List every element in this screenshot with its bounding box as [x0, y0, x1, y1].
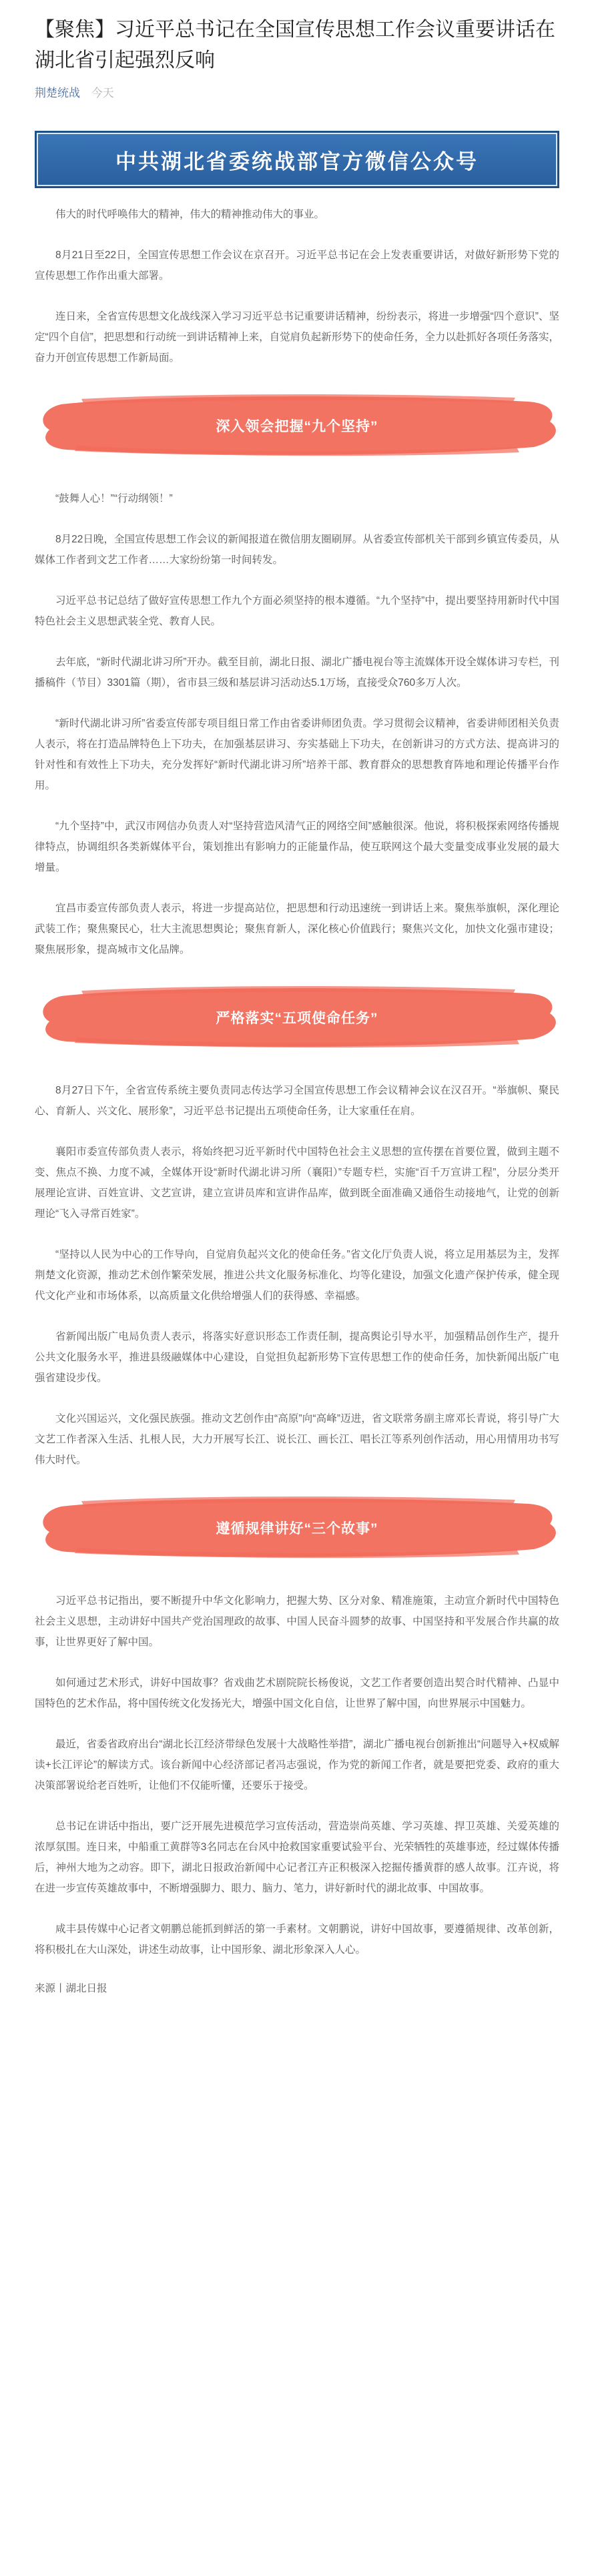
paragraph: 襄阳市委宣传部负责人表示，将始终把习近平新时代中国特色社会主义思想的宣传摆在首要位置，做到主题不变、焦点不换、力度不减，全媒体开设“新时代湖北讲习所（襄阳）”专题专栏，实施“百千万宣讲工程”，分层分类开展理论宣讲、百姓宣讲、文艺宣讲，建立宣讲员库和宣讲作品库，做到既全面准确又通俗生动接地气，让党的创新理论“飞入寻常百姓家”。 — [35, 1146, 559, 1220]
section-heading — [35, 1494, 559, 1561]
paragraph: 文化兴国运兴，文化强民族强。推动文艺创作由“高原”向“高峰”迈进，省文联常务副主席邓长青说，将引导广大文艺工作者深入生活、扎根人民，大力开展写长江、说长江、画长江、唱长江等系列创作活动，用心用情用功书写伟大时代。 — [35, 1413, 559, 1466]
paragraph: “新时代湖北讲习所”省委宣传部专项目组日常工作由省委讲师团负责。学习贯彻会议精神，省委讲师团相关负责人表示，将在打造品牌特色上下功夫，在加强基层讲习、夯实基础上下功夫，在创新讲习的方式方法、提高讲习的针对性和有效性上下功夫，充分发挥好“新时代湖北讲习所”培养干部、教育群众的思想教育阵地和理论传播平台作用。 — [35, 718, 559, 791]
paragraph: 咸丰县传媒中心记者文朝鹏总能抓到鲜活的第一手素材。文朝鹏说，讲好中国故事，要遵循规律、改革创新，将积极扎在大山深处，讲述生动故事，让中国形象、湖北形象深入人心。 — [35, 1923, 559, 1956]
banner-text: 中共湖北省委统战部官方微信公众号 — [115, 149, 479, 173]
account-name-link[interactable]: 荆楚统战 — [35, 87, 80, 99]
paragraph: “坚持以人民为中心的工作导向，自觉肩负起兴文化的使命任务。”省文化厅负责人说，将立足用基层为主，发挥荆楚文化资源，推动艺术创作繁荣发展，推进公共文化服务标准化、均等化建设，加强文化遗产保护传承，健全现代文化产业和市场体系，以高质量文化供给增强人们的获得感、幸福感。 — [35, 1249, 559, 1302]
paragraph: “九个坚持”中，武汉市网信办负责人对“坚持营造风清气正的网络空间”感触很深。他说，将积极探索网络传播规律特点，协调组织各类新媒体平台，策划推出有影响力的正能量作品，使互联网这个最大变量变成事业发展的最大增量。 — [35, 821, 559, 873]
official-account-banner — [35, 131, 559, 188]
section-heading-text: 深入领会把握“九个坚持” — [216, 419, 378, 434]
article-body — [35, 204, 559, 1960]
paragraph: 习近平总书记总结了做好宣传思想工作九个方面必须坚持的根本遵循。“九个坚持”中，提出要坚持用新时代中国特色社会主义思想武装全党、教育人民。 — [35, 595, 559, 627]
article-meta — [35, 85, 559, 101]
paragraph: 习近平总书记指出，要不断提升中华文化影响力，把握大势、区分对象、精准施策，主动宣介新时代中国特色社会主义思想，主动讲好中国共产党治国理政的故事、中国人民奋斗圆梦的故事、中国坚持和平发展合作共赢的故事，让世界更好了解中国。 — [35, 1595, 559, 1648]
paragraph: 8月21日至22日，全国宣传思想工作会议在京召开。习近平总书记在会上发表重要讲话，对做好新形势下党的宣传思想工作作出重大部署。 — [35, 250, 559, 282]
paragraph: 如何通过艺术形式，讲好中国故事？省戏曲艺术剧院院长杨俊说，文艺工作者要创造出契合时代精神、凸显中国特色的艺术作品，将中国传统文化发扬光大，增强中国文化自信，让世界了解中国，向世界展示中国魅力。 — [35, 1677, 559, 1709]
section-heading — [35, 984, 559, 1051]
paragraph: 8月27日下午，全省宣传系统主要负责同志传达学习全国宣传思想工作会议精神会议在汉召开。“举旗帜、聚民心、育新人、兴文化、展形象”，习近平总书记提出五项使命任务，让大家重任在肩。 — [35, 1085, 559, 1117]
section-heading-text: 遵循规律讲好“三个故事” — [216, 1521, 378, 1537]
paragraph: 省新闻出版广电局负责人表示，将落实好意识形态工作责任制，提高舆论引导水平，加强精品创作生产，提升公共文化服务水平，推进县级融媒体中心建设，自觉担负起新形势下宣传思想工作的使命任务，加快新闻出版广电强省建设步伐。 — [35, 1331, 559, 1384]
paragraph: 连日来，全省宣传思想文化战线深入学习习近平总书记重要讲话精神，纷纷表示，将进一步增强“四个意识”、坚定“四个自信”，把思想和行动统一到讲话精神上来，自觉肩负起新形势下的使命任务，全力以赴抓好各项任务落实，奋力开创宣传思想工作新局面。 — [35, 311, 559, 364]
paragraph: 伟大的时代呼唤伟大的精神，伟大的精神推动伟大的事业。 — [55, 209, 325, 220]
article-title: 【聚焦】习近平总书记在全国宣传思想工作会议重要讲话在湖北省引起强烈反响 — [35, 19, 555, 71]
publish-time: 今天 — [91, 87, 114, 99]
paragraph: 8月22日晚，全国宣传思想工作会议的新闻报道在微信朋友圈刷屏。从省委宣传部机关干部到乡镇宣传委员，从媒体工作者到文艺工作者……大家纷纷第一时间转发。 — [35, 534, 559, 566]
paragraph: 宜昌市委宣传部负责人表示，将进一步提高站位，把思想和行动迅速统一到讲话上来。聚焦举旗帜，深化理论武装工作；聚焦聚民心，壮大主流思想舆论；聚焦育新人，深化核心价值践行；聚焦兴文化，加快文化强市建设；聚焦展形象，提高城市文化品牌。 — [35, 903, 559, 955]
article-source: 来源丨湖北日报 — [35, 1983, 107, 1994]
section-heading — [35, 392, 559, 459]
paragraph: “鼓舞人心！”“行动纲领！” — [55, 493, 173, 504]
article-page — [0, 15, 594, 2022]
section-heading-text: 严格落实“五项使命任务” — [216, 1011, 378, 1026]
paragraph: 最近，省委省政府出台“湖北长江经济带绿色发展十大战略性举措”，湖北广播电视台创新推出“问题导入+权威解读+长江评论”的解读方式。该台新闻中心经济部记者冯志强说，作为党的新闻工作者，就是要把党委、政府的重大决策部署说给老百姓听，让他们不仅能听懂，还要乐于接受。 — [35, 1739, 559, 1791]
paragraph: 总书记在讲话中指出，要广泛开展先进模范学习宣传活动，营造崇尚英雄、学习英雄、捍卫英雄、关爱英雄的浓厚氛围。连日来，中船重工黄群等3名同志在台风中抢救国家重要试验平台、光荣牺牲的英雄事迹，经过媒体传播后，神州大地为之动容。即下，湖北日报政治新闻中心记者江卉正积极深入挖掘传播黄群的感人故事。江卉说，将在进一步宣传英雄故事中，不断增强脚力、眼力、脑力、笔力，讲好新时代的湖北故事、中国故事。 — [35, 1821, 559, 1894]
paragraph: 去年底，“新时代湖北讲习所”开办。截至目前，湖北日报、湖北广播电视台等主流媒体开设全媒体讲习专栏，刊播稿件（节目）3301篇（期），省市县三级和基层讲习活动达5.1万场，直接受众760多万人次。 — [35, 657, 559, 689]
